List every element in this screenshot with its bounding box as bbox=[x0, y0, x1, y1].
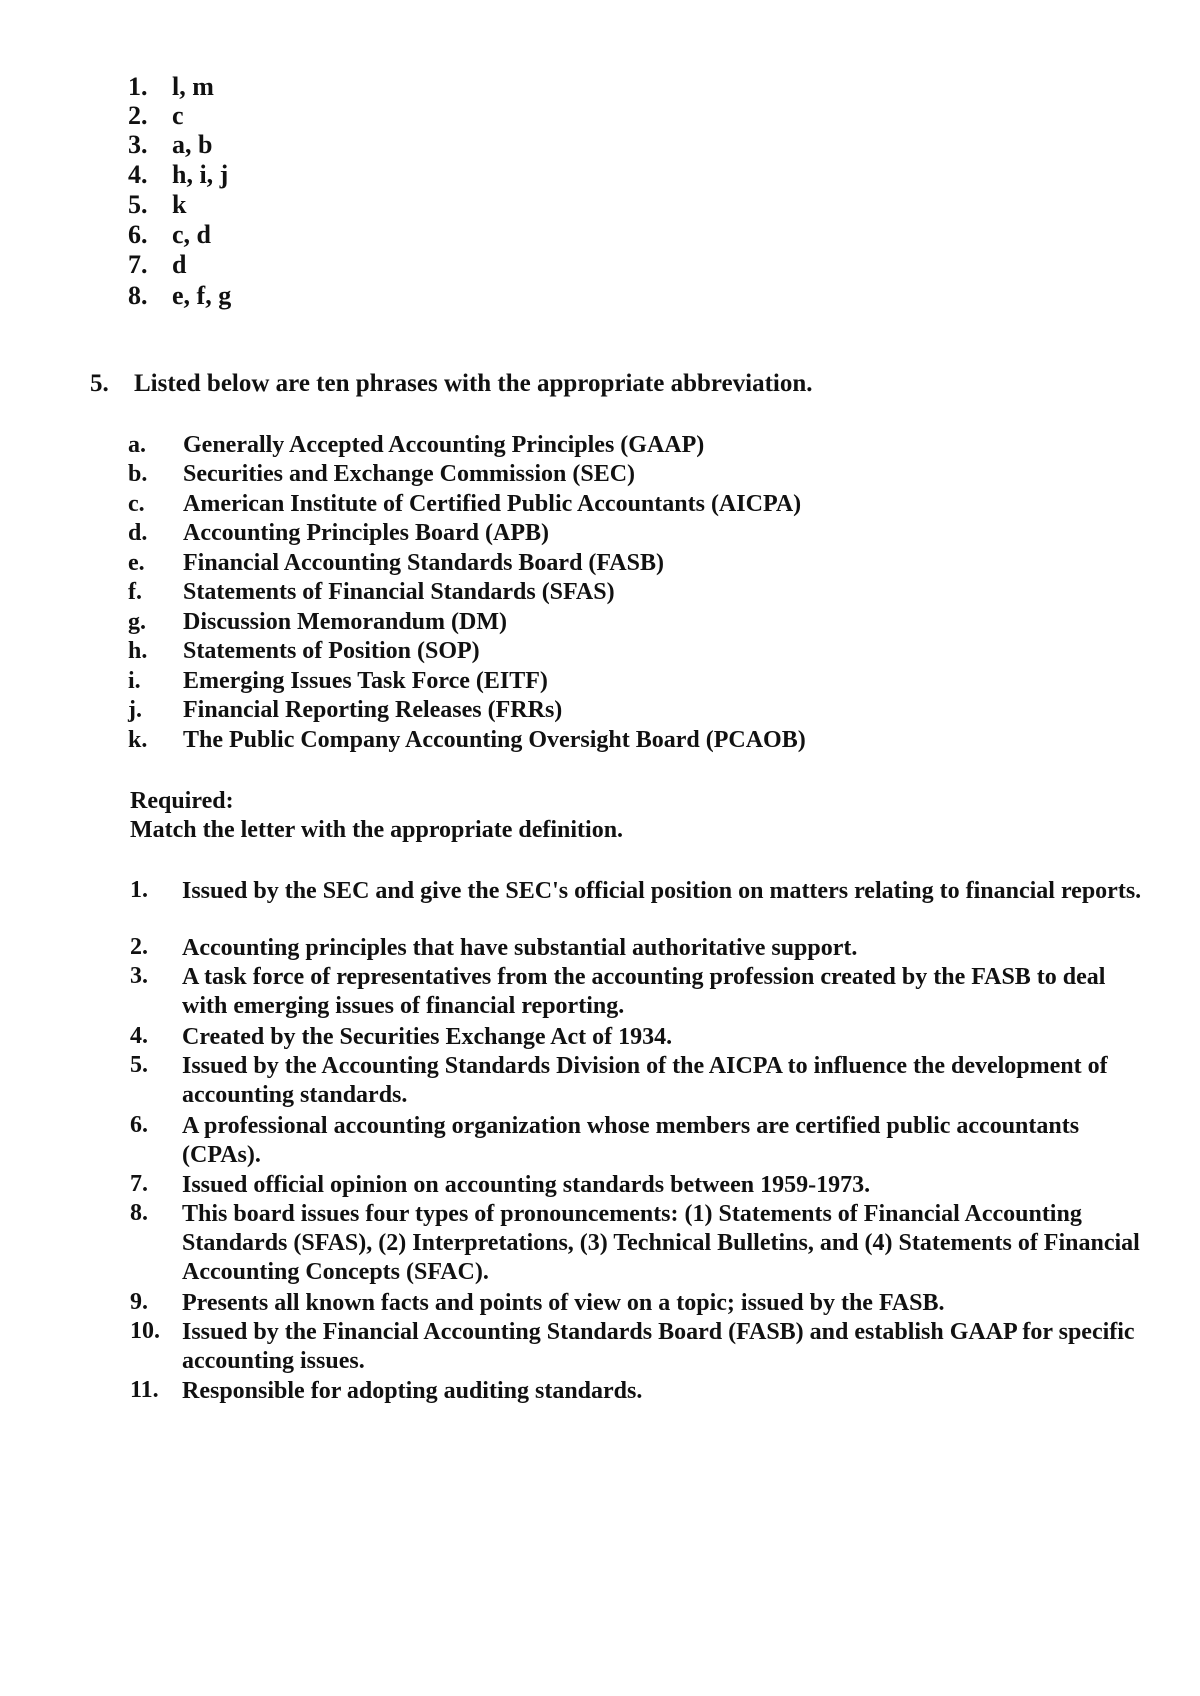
definition-text: Responsible for adopting auditing standards. bbox=[182, 1378, 643, 1404]
abbreviation-letter: e. bbox=[128, 550, 145, 576]
answer-number: 4. bbox=[128, 160, 148, 189]
abbreviation-item bbox=[128, 461, 635, 488]
answer-number: 1. bbox=[128, 72, 148, 101]
abbreviation-text: Accounting Principles Board (APB) bbox=[183, 520, 549, 546]
answer-letters: l, m bbox=[172, 72, 214, 101]
answer-item bbox=[128, 220, 211, 250]
abbreviation-text: Financial Accounting Standards Board (FASB) bbox=[183, 550, 664, 576]
abbreviation-letter: a. bbox=[128, 432, 146, 458]
abbreviation-text: American Institute of Certified Public Accountants (AICPA) bbox=[183, 491, 802, 517]
abbreviation-item bbox=[128, 638, 480, 665]
definition-number: 5. bbox=[130, 1052, 148, 1078]
definition-item bbox=[130, 1318, 1150, 1376]
definition-text: Issued official opinion on accounting standards between 1959-1973. bbox=[182, 1172, 871, 1198]
definition-number: 6. bbox=[130, 1112, 148, 1138]
abbreviation-text: Generally Accepted Accounting Principles (GAAP) bbox=[183, 432, 705, 458]
answer-letters: h, i, j bbox=[172, 160, 229, 189]
answer-letters: k bbox=[172, 190, 187, 219]
definition-text: Issued by the Accounting Standards Division of the AICPA to influence the development of accounting standards. bbox=[182, 1053, 1108, 1108]
abbreviation-letter: f. bbox=[128, 579, 142, 605]
abbreviation-item bbox=[128, 697, 562, 724]
definition-item bbox=[130, 1112, 1150, 1170]
abbreviation-text: Emerging Issues Task Force (EITF) bbox=[183, 668, 548, 694]
answer-number: 7. bbox=[128, 250, 148, 279]
answer-letters: e, f, g bbox=[172, 281, 232, 310]
definition-item bbox=[130, 963, 1150, 1021]
abbreviation-text: Securities and Exchange Commission (SEC) bbox=[183, 461, 636, 487]
definition-text: Created by the Securities Exchange Act of 1934. bbox=[182, 1024, 673, 1050]
definition-number: 11. bbox=[130, 1377, 159, 1403]
answer-number: 6. bbox=[128, 220, 148, 249]
abbreviation-item bbox=[128, 491, 801, 518]
answer-item bbox=[128, 190, 186, 220]
definition-number: 9. bbox=[130, 1289, 148, 1315]
question-text: Listed below are ten phrases with the appropriate abbreviation. bbox=[134, 370, 813, 397]
answer-item bbox=[128, 101, 184, 131]
abbreviation-letter: c. bbox=[128, 491, 145, 517]
answer-item bbox=[128, 130, 212, 160]
definition-item bbox=[130, 1171, 1150, 1200]
definition-item bbox=[130, 877, 1150, 906]
definition-text: Presents all known facts and points of view on a topic; issued by the FASB. bbox=[182, 1290, 945, 1316]
abbreviation-text: Discussion Memorandum (DM) bbox=[183, 609, 507, 635]
definition-item bbox=[130, 1052, 1150, 1110]
required-instruction: Match the letter with the appropriate definition. bbox=[130, 817, 624, 843]
abbreviation-text: The Public Company Accounting Oversight Board (PCAOB) bbox=[183, 727, 806, 753]
abbreviation-item bbox=[128, 668, 548, 695]
answer-letters: d bbox=[172, 250, 187, 279]
definition-number: 10. bbox=[130, 1318, 160, 1344]
answer-item bbox=[128, 250, 186, 280]
abbreviation-text: Financial Reporting Releases (FRRs) bbox=[183, 697, 563, 723]
abbreviation-letter: i. bbox=[128, 668, 141, 694]
answer-number: 5. bbox=[128, 190, 148, 219]
definition-number: 8. bbox=[130, 1200, 148, 1226]
question-heading bbox=[90, 370, 813, 398]
abbreviation-letter: d. bbox=[128, 520, 148, 546]
definition-text: Accounting principles that have substantial authoritative support. bbox=[182, 935, 858, 961]
answer-number: 3. bbox=[128, 130, 148, 159]
answer-number: 2. bbox=[128, 101, 148, 130]
answer-letters: c bbox=[172, 101, 184, 130]
abbreviation-letter: g. bbox=[128, 609, 146, 635]
definition-item bbox=[130, 1200, 1150, 1287]
abbreviation-item bbox=[128, 432, 704, 459]
abbreviation-letter: j. bbox=[128, 697, 142, 723]
answer-item bbox=[128, 281, 231, 311]
abbreviation-text: Statements of Position (SOP) bbox=[183, 638, 480, 664]
answer-letters: c, d bbox=[172, 220, 211, 249]
definition-number: 7. bbox=[130, 1171, 148, 1197]
definition-item bbox=[130, 934, 1150, 963]
question-number: 5. bbox=[90, 370, 109, 397]
definition-number: 2. bbox=[130, 934, 148, 960]
definition-text: This board issues four types of pronouncements: (1) Statements of Financial Accounting Standards (SFAS), (2) Interpretations, (3) Technical Bulletins, and (4) Statements of Financial Accounting Concepts (SFAC). bbox=[182, 1201, 1140, 1285]
definition-item bbox=[130, 1023, 1150, 1052]
definition-number: 4. bbox=[130, 1023, 148, 1049]
abbreviation-item bbox=[128, 579, 615, 606]
answer-item bbox=[128, 72, 214, 102]
answer-number: 8. bbox=[128, 281, 148, 310]
abbreviation-letter: h. bbox=[128, 638, 148, 664]
definition-item bbox=[130, 1377, 1150, 1406]
abbreviation-item bbox=[128, 550, 664, 577]
required-label: Required: bbox=[130, 788, 234, 814]
definition-text: A task force of representatives from the accounting profession created by the FASB to deal with emerging issues of financial reporting. bbox=[182, 964, 1106, 1019]
abbreviation-text: Statements of Financial Standards (SFAS) bbox=[183, 579, 615, 605]
definition-text: A professional accounting organization whose members are certified public accountants (CPAs). bbox=[182, 1113, 1080, 1168]
answer-letters: a, b bbox=[172, 130, 213, 159]
abbreviation-letter: b. bbox=[128, 461, 148, 487]
abbreviation-item bbox=[128, 609, 507, 636]
definition-text: Issued by the SEC and give the SEC's official position on matters relating to financial reports. bbox=[182, 878, 1142, 904]
abbreviation-item bbox=[128, 727, 806, 754]
definition-text: Issued by the Financial Accounting Standards Board (FASB) and establish GAAP for specific accounting issues. bbox=[182, 1319, 1135, 1374]
answer-item bbox=[128, 160, 228, 190]
definition-item bbox=[130, 1289, 1150, 1318]
definition-number: 3. bbox=[130, 963, 148, 989]
definition-number: 1. bbox=[130, 877, 148, 903]
abbreviation-item bbox=[128, 520, 549, 547]
abbreviation-letter: k. bbox=[128, 727, 148, 753]
